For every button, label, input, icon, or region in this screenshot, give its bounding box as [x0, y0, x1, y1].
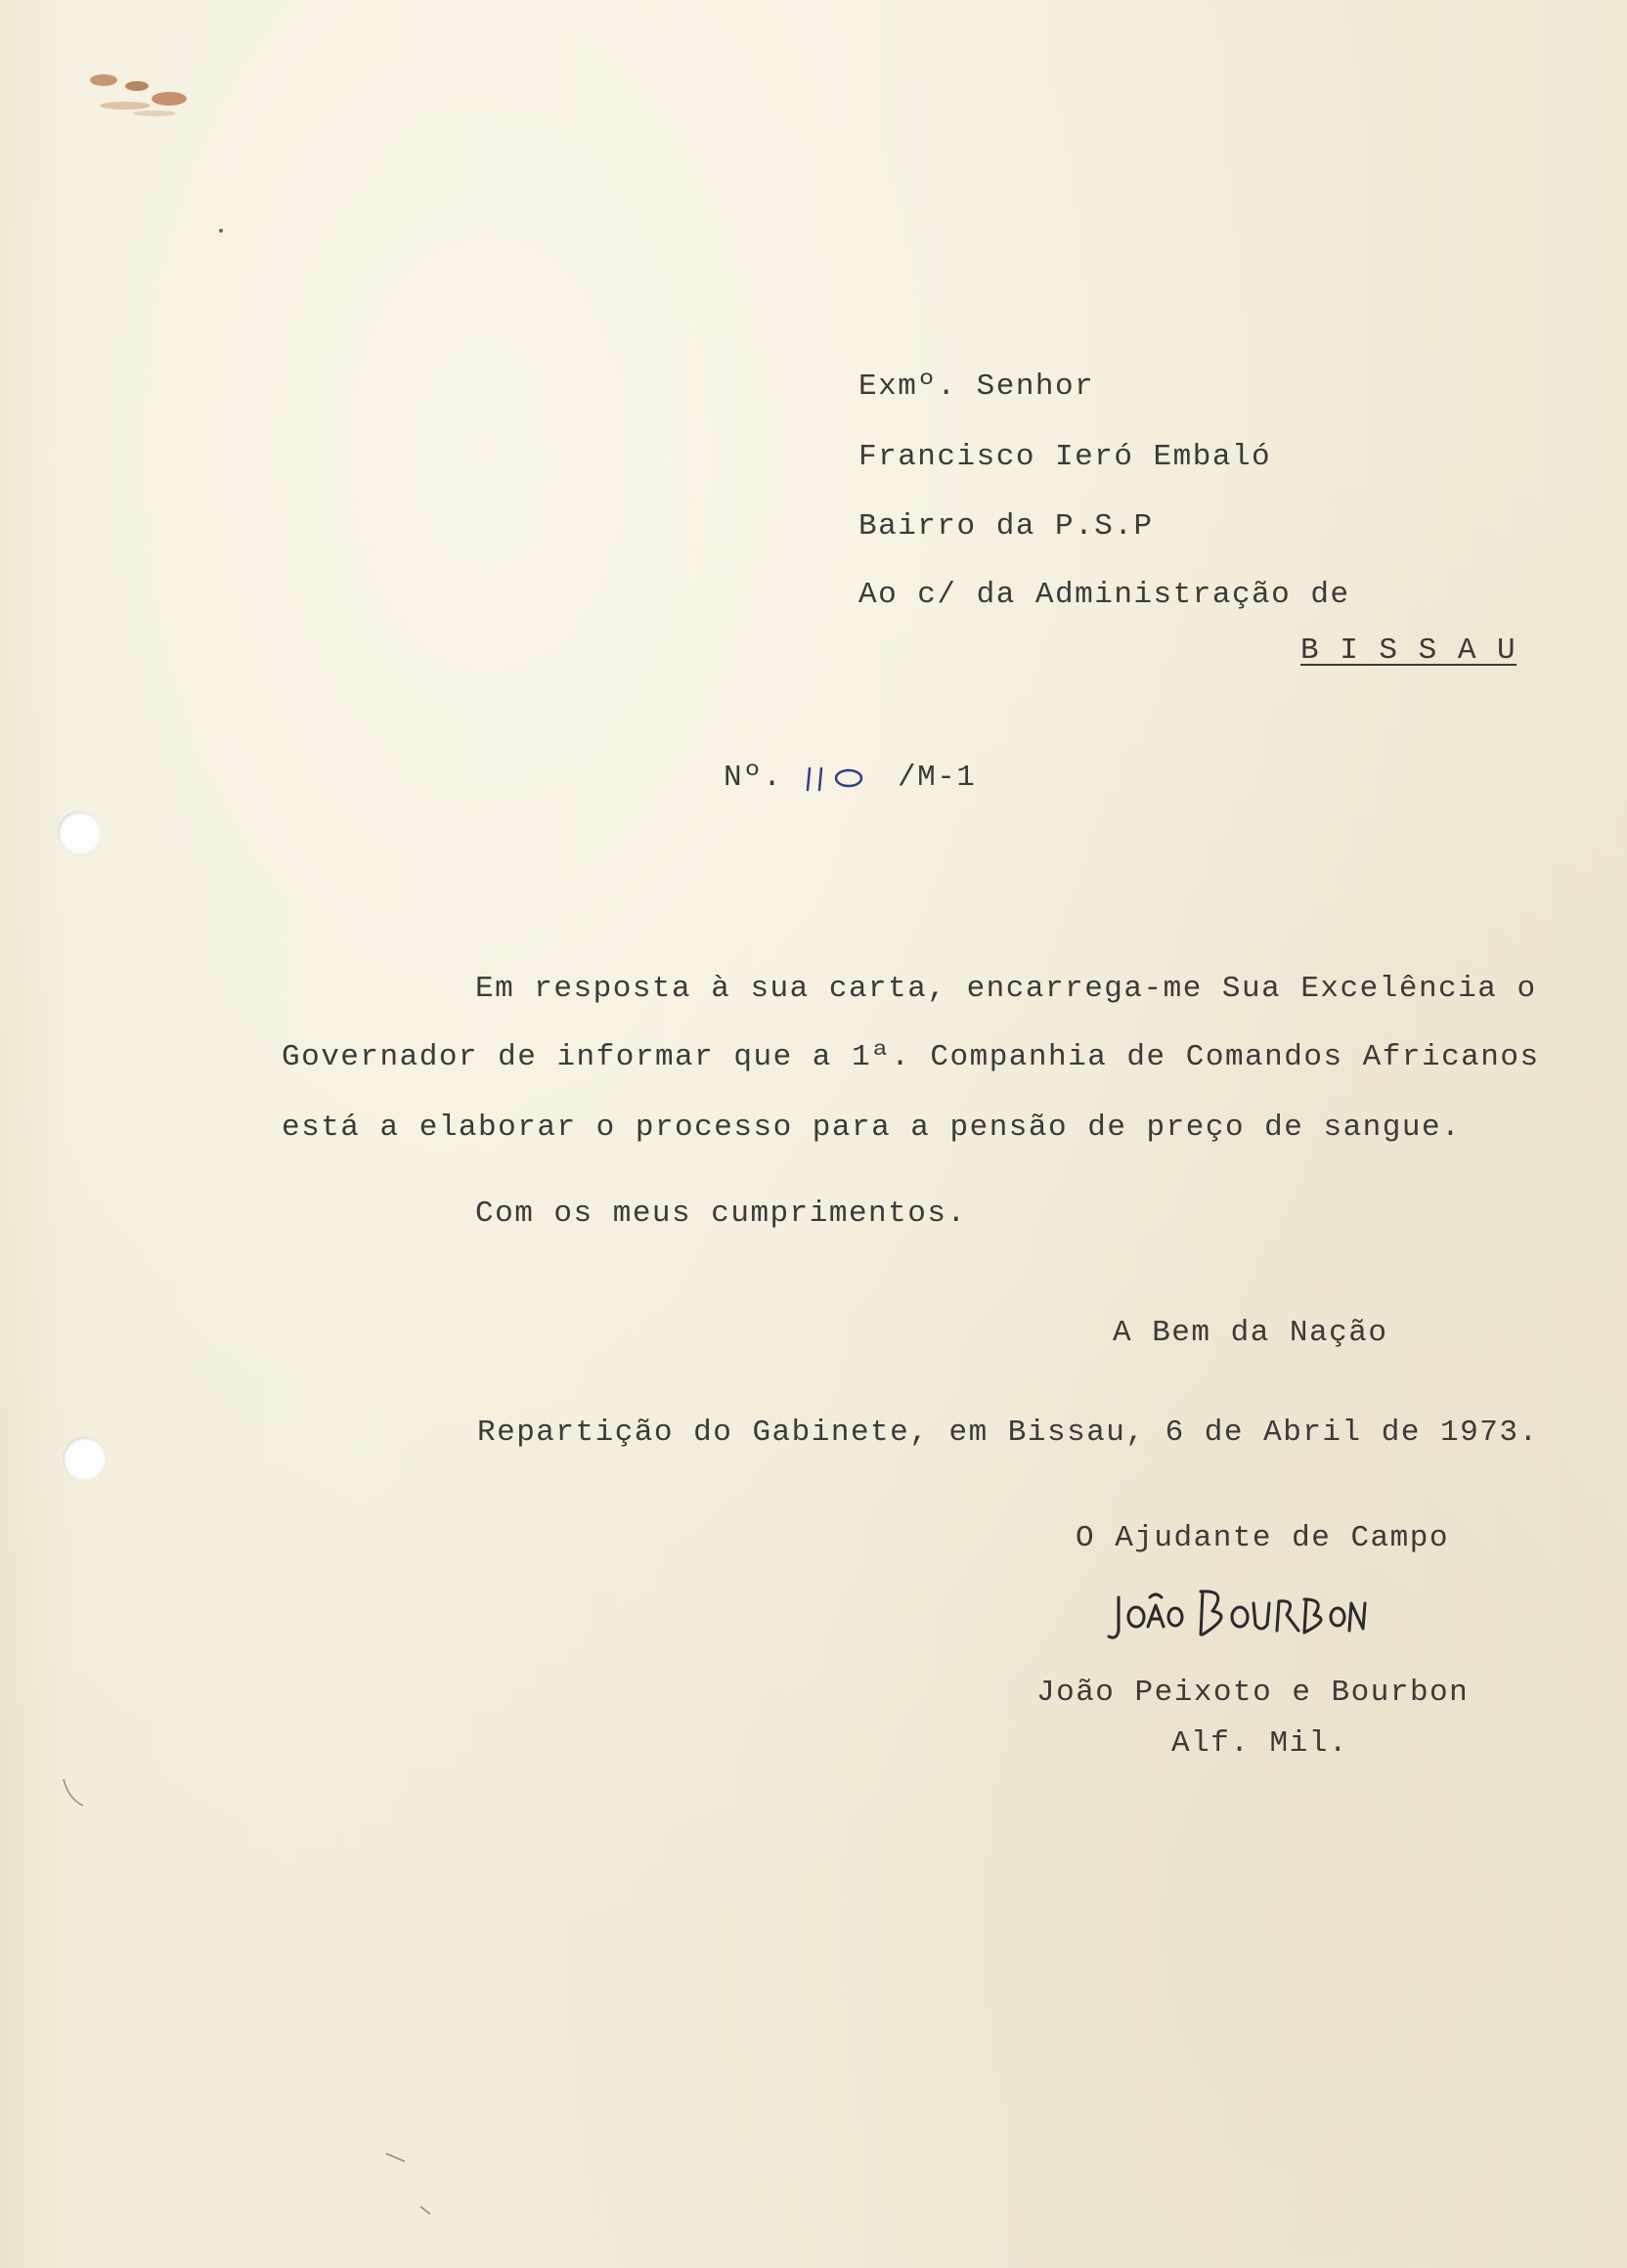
signature-rank: Alf. Mil.: [1171, 1726, 1348, 1761]
paper-mark: [217, 227, 225, 235]
body-line-3: está a elaborar o processo para a pensão de preço de sangue.: [282, 1111, 1462, 1145]
punch-hole-lower: [63, 1437, 106, 1480]
recipient-name: Francisco Ieró Embaló: [858, 440, 1272, 474]
paper-mark-bottom: [381, 2146, 440, 2224]
signature-title: O Ajudante de Campo: [1076, 1521, 1449, 1555]
reference-number-handwritten: [802, 761, 880, 796]
punch-hole-upper: [58, 811, 101, 854]
signature-name: João Peixoto e Bourbon: [1036, 1676, 1470, 1710]
recipient-salutation: Exmº. Senhor: [858, 370, 1095, 404]
reference-prefix: Nº.: [724, 761, 783, 795]
body-line-1: Em resposta à sua carta, encarrega-me Sua Excelência o: [475, 972, 1537, 1006]
body-line-2: Governador de informar que a 1ª. Companhia de Comandos Africanos: [282, 1040, 1540, 1074]
recipient-care-of: Ao c/ da Administração de: [858, 578, 1350, 612]
recipient-address: Bairro da P.S.P: [858, 509, 1154, 544]
reference-suffix: /M-1: [898, 761, 977, 795]
date-line: Repartição do Gabinete, em Bissau, 6 de Abril de 1973.: [477, 1416, 1539, 1450]
rust-stain: [76, 66, 194, 125]
body-closing: Com os meus cumprimentos.: [475, 1197, 967, 1231]
handwritten-signature: [1105, 1576, 1369, 1654]
recipient-city: B I S S A U: [1300, 633, 1517, 668]
paper-crease-mark: [59, 1774, 88, 1813]
motto: A Bem da Nação: [1113, 1316, 1388, 1350]
